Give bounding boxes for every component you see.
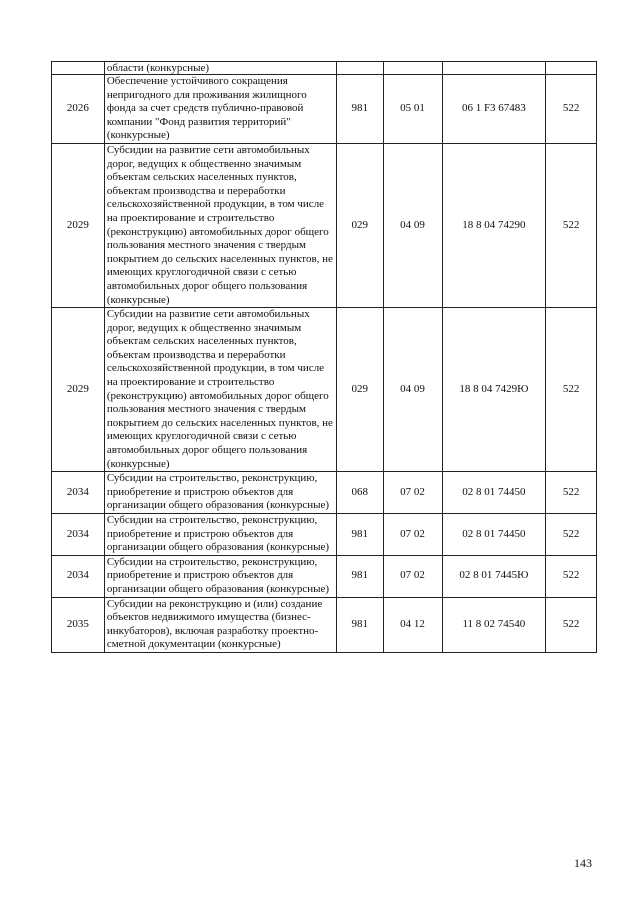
cell-code: 981 [336,75,383,144]
cell-article: 02 8 01 74450 [442,514,546,556]
cell-type: 522 [546,143,597,307]
cell-description: Субсидии на строительство, реконструкцию, приобретение и пристрою объектов для организации общего образования (конкурсные) [104,514,336,556]
cell-section: 07 02 [383,472,442,514]
cell-section: 04 09 [383,143,442,307]
table-row [52,597,597,652]
cell-type: 522 [546,308,597,472]
cell-type: 522 [546,555,597,597]
cell-article: 18 8 04 74290 [442,143,546,307]
cell-type: 522 [546,472,597,514]
cell-number: 2029 [52,143,105,307]
page-number: 143 [574,856,592,870]
cell-type: 522 [546,597,597,652]
cell-description: области (конкурсные) [104,62,336,75]
cell-number: 2026 [52,75,105,144]
cell-type [546,62,597,75]
table-row [52,514,597,556]
cell-section: 05 01 [383,75,442,144]
cell-description: Субсидии на развитие сети автомобильных дорог, ведущих к общественно значимым объектам сельских населенных пунктов, объектам производства и переработки сельскохозяйственной продукции, в том числе на проектирование и строительство (реконструкцию) автомобильных дорог общего пользования местного значения с твердым покрытием до сельских населенных пунктов, не имеющих круглогодичной связи с сетью автомобильных дорог общего пользования (конкурсные) [104,143,336,307]
cell-description: Субсидии на развитие сети автомобильных дорог, ведущих к общественно значимым объектам сельских населенных пунктов, объектам производства и переработки сельскохозяйственной продукции, в том числе на проектирование и строительство (реконструкцию) автомобильных дорог общего пользования местного значения с твердым покрытием до сельских населенных пунктов, не имеющих круглогодичной связи с сетью автомобильных дорог общего пользования (конкурсные) [104,308,336,472]
cell-article: 02 8 01 7445Ю [442,555,546,597]
cell-code: 981 [336,514,383,556]
cell-type: 522 [546,75,597,144]
cell-number: 2035 [52,597,105,652]
cell-section: 04 09 [383,308,442,472]
cell-code [336,62,383,75]
cell-number: 2034 [52,514,105,556]
cell-article: 06 1 F3 67483 [442,75,546,144]
cell-number: 2034 [52,555,105,597]
cell-section: 04 12 [383,597,442,652]
cell-code: 029 [336,143,383,307]
cell-number: 2029 [52,308,105,472]
table-row [52,62,597,75]
cell-code: 068 [336,472,383,514]
cell-article [442,62,546,75]
cell-description: Субсидии на строительство, реконструкцию, приобретение и пристрою объектов для организации общего образования (конкурсные) [104,555,336,597]
cell-code: 029 [336,308,383,472]
table-row [52,75,597,144]
cell-description: Субсидии на строительство, реконструкцию, приобретение и пристрою объектов для организации общего образования (конкурсные) [104,472,336,514]
cell-number [52,62,105,75]
table-row [52,308,597,472]
cell-description: Субсидии на реконструкцию и (или) создание объектов недвижимого имущества (бизнес-инкубаторов), включая разработку проектно-сметной документации (конкурсные) [104,597,336,652]
cell-section: 07 02 [383,555,442,597]
cell-article: 11 8 02 74540 [442,597,546,652]
cell-code: 981 [336,597,383,652]
cell-description: Обеспечение устойчивого сокращения непригодного для проживания жилищного фонда за счет средств публично-правовой компании "Фонд развития территорий" (конкурсные) [104,75,336,144]
table-row [52,143,597,307]
cell-article: 02 8 01 74450 [442,472,546,514]
budget-table [51,61,597,653]
cell-number: 2034 [52,472,105,514]
cell-code: 981 [336,555,383,597]
cell-article: 18 8 04 7429Ю [442,308,546,472]
cell-section: 07 02 [383,514,442,556]
table-row [52,472,597,514]
cell-type: 522 [546,514,597,556]
table-row [52,555,597,597]
cell-section [383,62,442,75]
